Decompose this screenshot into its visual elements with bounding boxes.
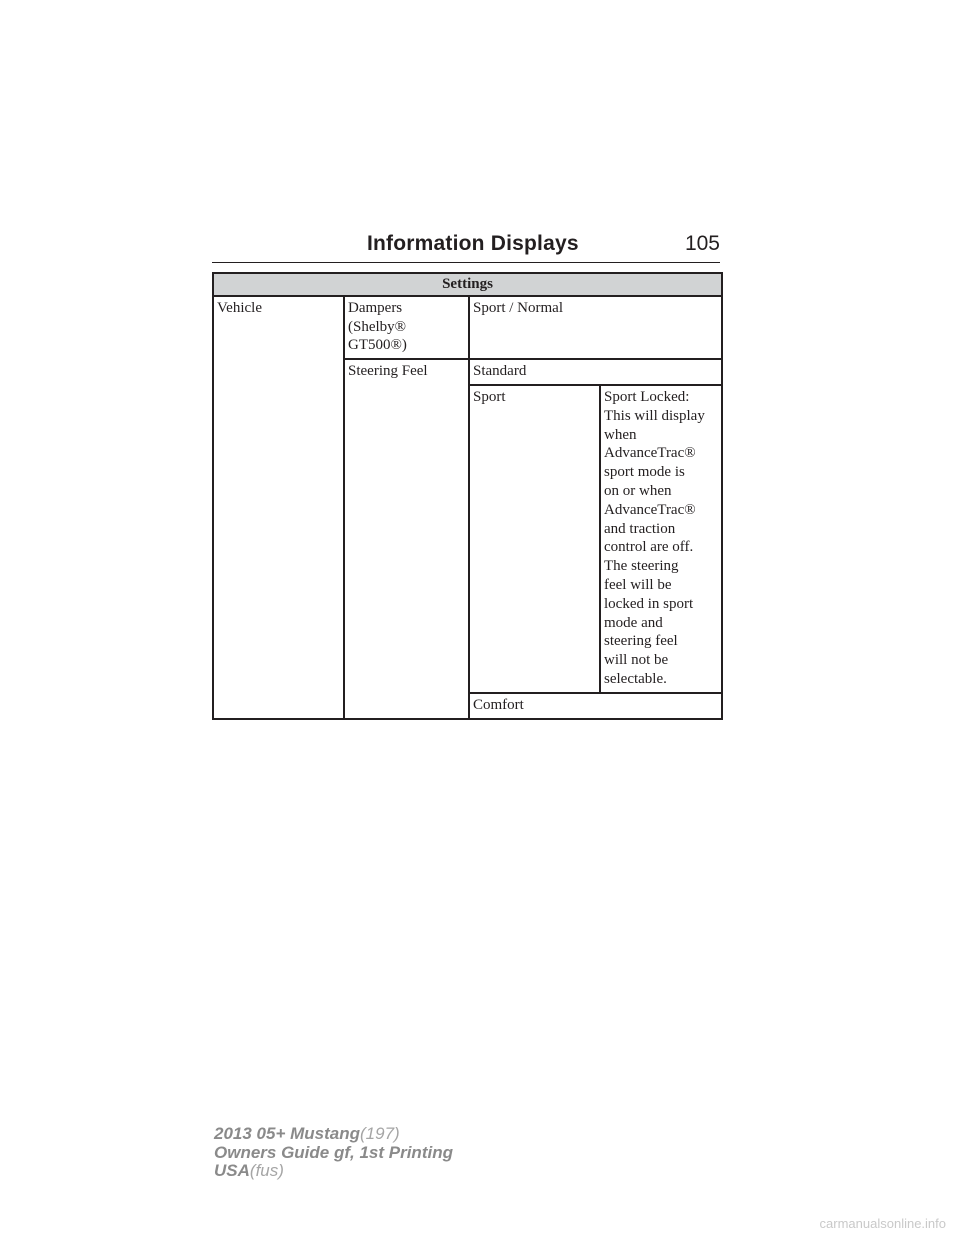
comfort-cell: Comfort — [469, 693, 722, 719]
sport-cell: Sport — [469, 385, 600, 693]
settings-table — [212, 272, 723, 720]
dampers-label-cell: Dampers (Shelby® GT500®) — [344, 296, 469, 359]
standard-cell: Standard — [469, 359, 722, 385]
page-number: 105 — [684, 232, 720, 255]
table-row — [213, 296, 722, 359]
page-header — [212, 226, 720, 263]
footer-line-3: USA(fus) — [214, 1161, 284, 1180]
dampers-value-cell: Sport / Normal — [469, 296, 722, 359]
category-cell: Vehicle — [213, 296, 344, 719]
sport-note-cell: Sport Locked: This will display when AdvanceTrac® sport mode is on or when AdvanceTrac® and traction control are off. The steering feel will be locked in sport mode and steering feel will not be selectable. — [600, 385, 722, 693]
section-title: Information Displays — [367, 232, 579, 255]
steering-label-cell: Steering Feel — [344, 359, 469, 718]
footer-line-1: 2013 05+ Mustang(197) — [214, 1124, 400, 1143]
footer-line-2: Owners Guide gf, 1st Printing — [214, 1142, 453, 1162]
watermark: carmanualsonline.info — [819, 1216, 946, 1231]
print-footer — [214, 1125, 453, 1181]
table-title: Settings — [213, 273, 722, 296]
table-title-row — [213, 273, 722, 296]
